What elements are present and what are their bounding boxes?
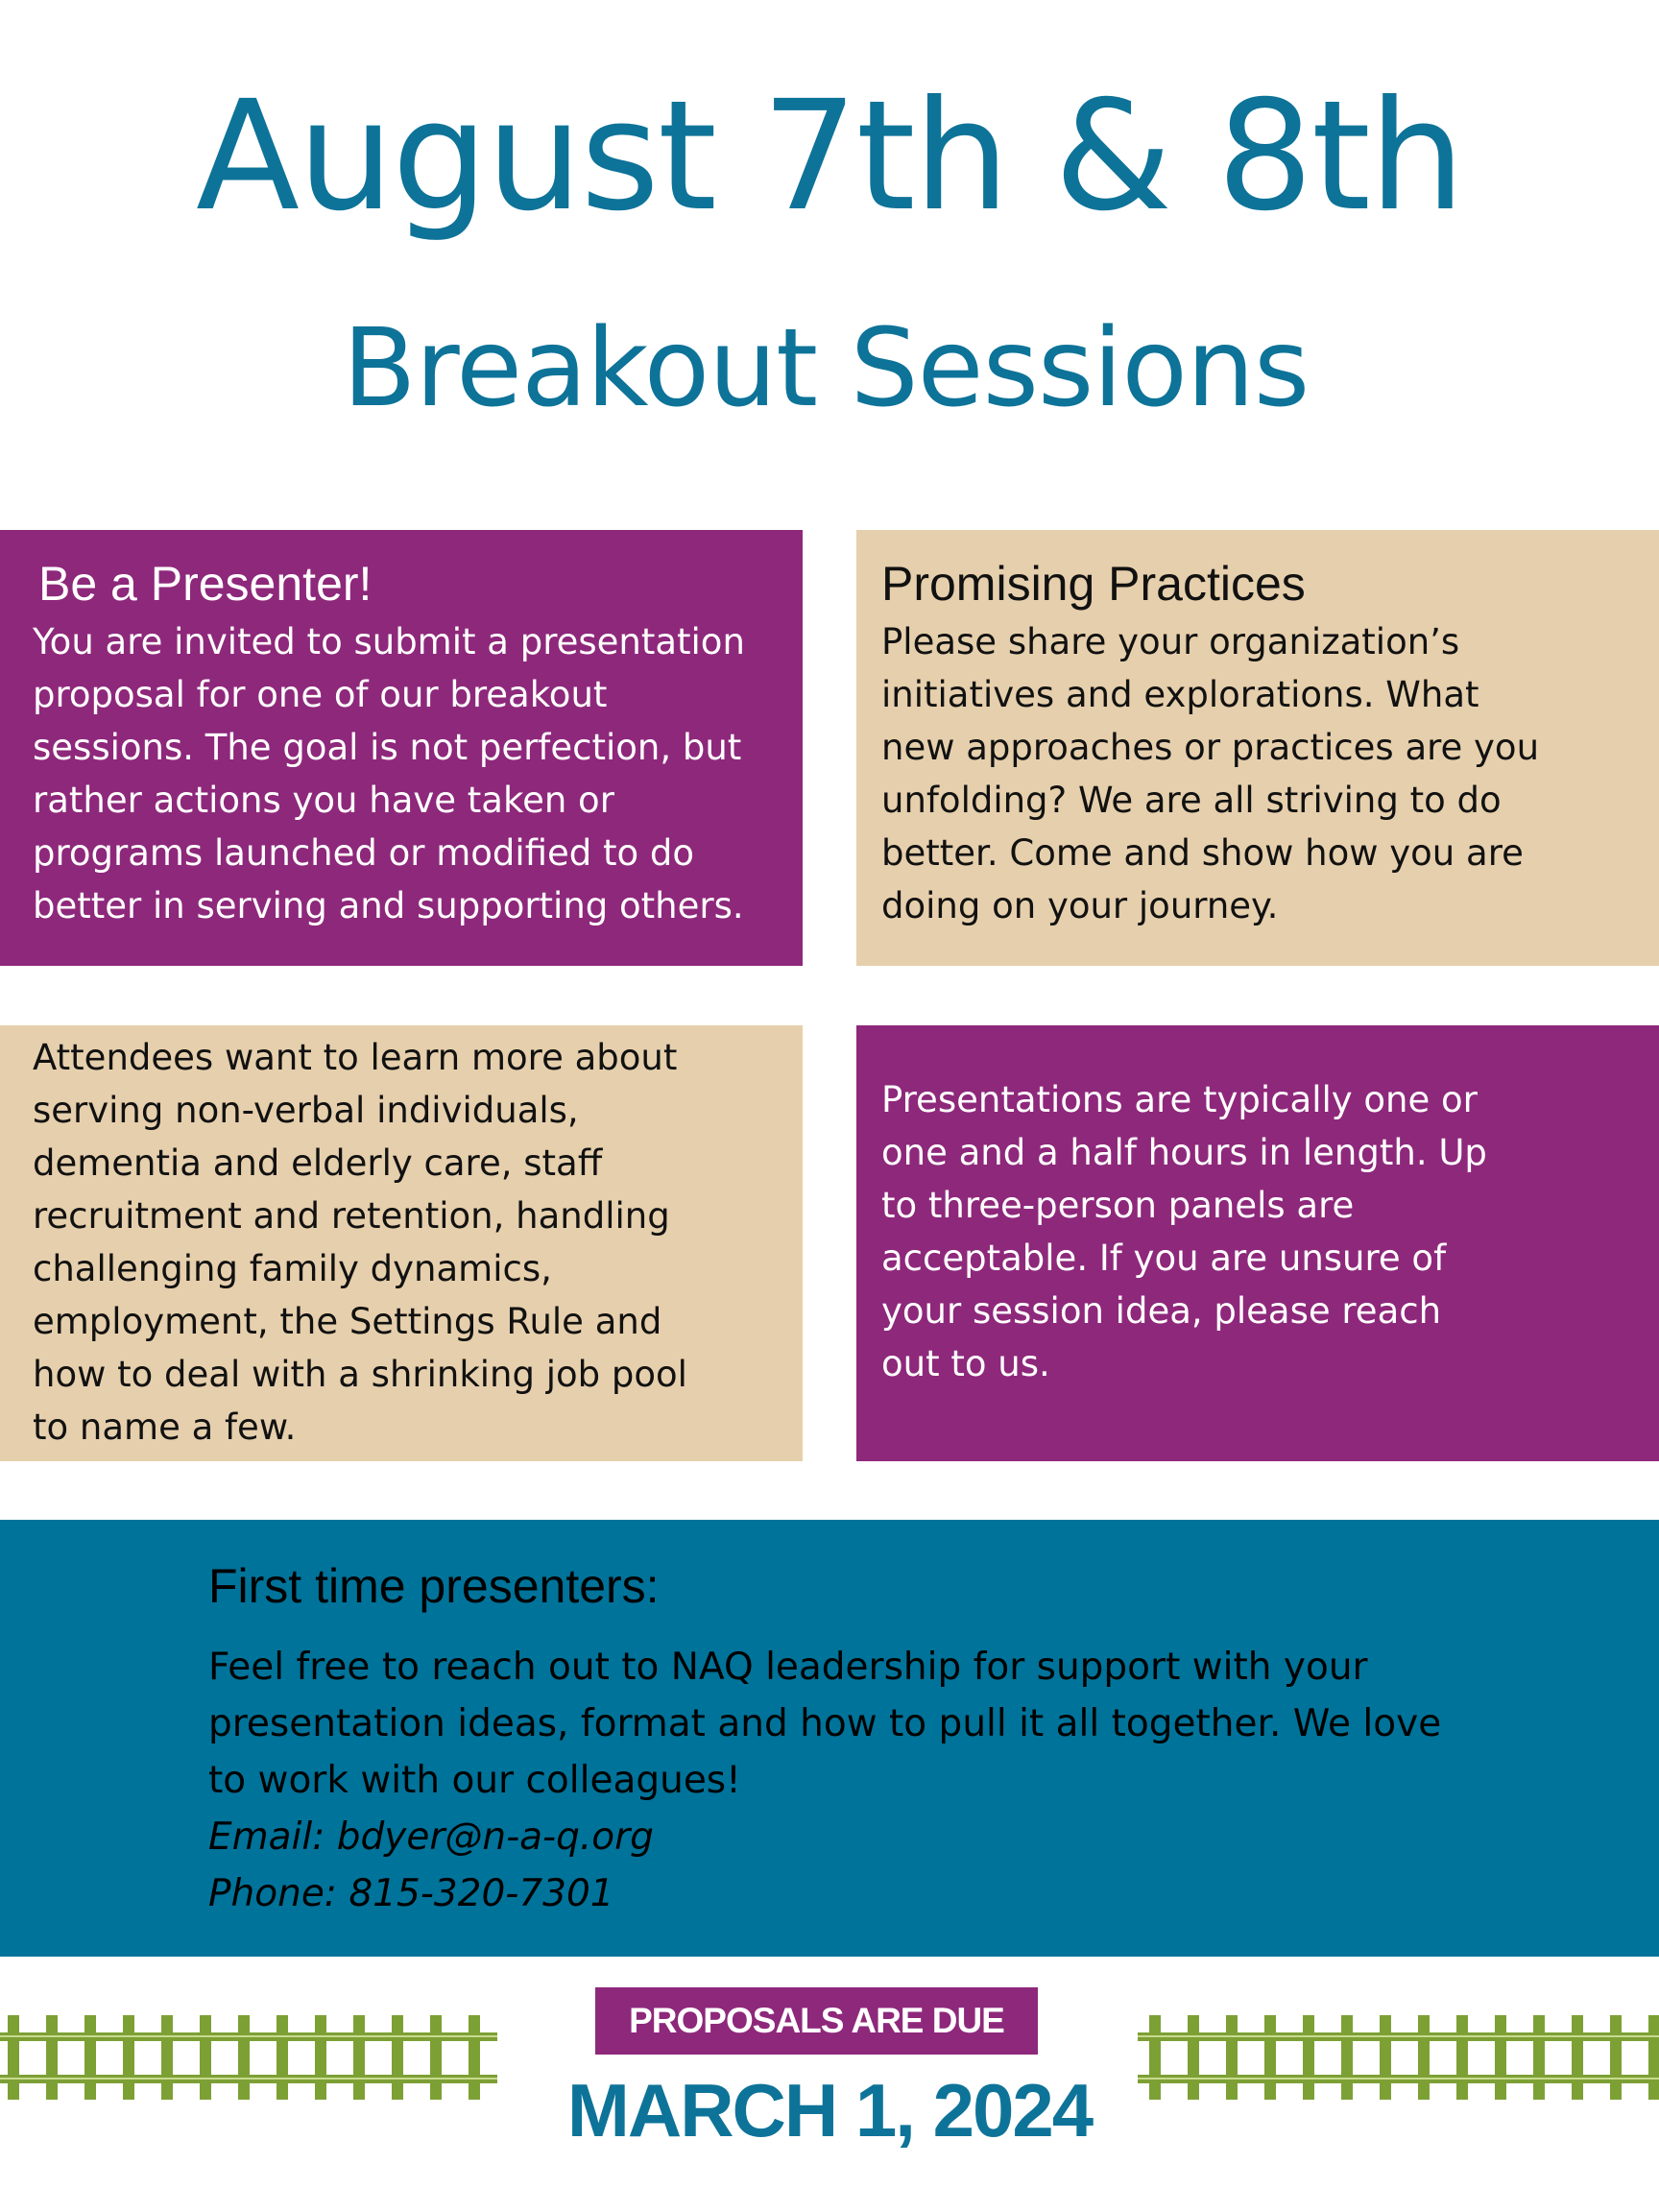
- first-time-heading: First time presenters:: [208, 1559, 660, 1613]
- attendees-text: Attendees want to learn more about serving non-verbal individuals, dementia and elderly care, staff recruitment and retention, handling challenging family dynamics, employment, the Settings Rule and how to deal with a shrinking job pool to name a few.: [33, 1037, 687, 1448]
- proposals-due-badge: PROPOSALS ARE DUE: [595, 1987, 1038, 2055]
- presenter-text: You are invited to submit a presentation proposal for one of our breakout sessions. The goal is not perfection, but rather actions you have taken or programs launched or modified to do better in serving and supporting others.: [33, 621, 745, 926]
- first-time-text: Feel free to reach out to NAQ leadership for support with your presentation ideas, format and how to pull it all together. We love to work with our colleagues!: [208, 1646, 1442, 1802]
- track-rail-highlight: [0, 2035, 497, 2037]
- contact-email[interactable]: Email: bdyer@n-a-q.org: [208, 1815, 654, 1859]
- page-title-sessions: Breakout Sessions: [342, 306, 1310, 431]
- presenter-heading: Be a Presenter!: [38, 557, 373, 611]
- due-date: MARCH 1, 2024: [566, 2068, 1093, 2152]
- track-rail-highlight: [1138, 2035, 1659, 2037]
- page-title-date: August 7th & 8th: [195, 68, 1464, 245]
- practices-heading: Promising Practices: [881, 557, 1306, 611]
- presentations-text: Presentations are typically one or one and a half hours in length. Up to three-person panels are acceptable. If you are unsure of your session idea, please reach out to us.: [881, 1079, 1487, 1384]
- contact-phone[interactable]: Phone: 815-320-7301: [208, 1872, 614, 1915]
- practices-text: Please share your organization’s initiatives and explorations. What new approaches or practices are you unfolding? We are all striving to do better. Come and show how you are doing on your journey.: [881, 621, 1540, 926]
